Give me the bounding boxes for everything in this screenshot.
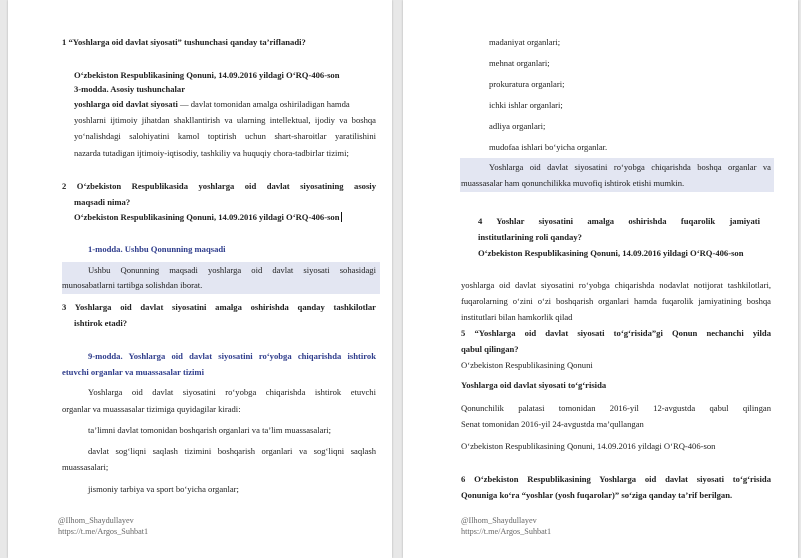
document-page-2 xyxy=(403,0,798,558)
list-item: ichki ishlar organlari; xyxy=(489,100,563,110)
paragraph-line: institutlari bilan hamkorlik qilad xyxy=(461,312,573,322)
list-item: ta’limni davlat tomonidan boshqarish organlari va ta’lim muassasalari; xyxy=(88,425,332,435)
paragraph-line: Ushbu Qonunning maqsadi yoshlarga oid davlat siyosati sohasidagi xyxy=(88,265,376,275)
definition-line: yo‘nalishdagi salohiyatini kamol toptirish uchun shart-sharoitlar yaratilishini xyxy=(74,131,376,141)
paragraph-line: organlar va muassasalar tizimiga quyidagilar kiradi: xyxy=(62,404,241,414)
footer-username: @Ilhom_Shaydullayev xyxy=(58,516,134,525)
question-3-cont: ishtirok etadi? xyxy=(74,318,128,328)
list-item: prokuratura organlari; xyxy=(489,79,565,89)
article-heading: 1-modda. Ushbu Qonunning maqsadi xyxy=(88,244,226,254)
question-5: 5 “Yoshlarga oid davlat siyosati to‘g‘risida”gi Qonun nechanchi yilda xyxy=(461,328,771,338)
law-reference: O‘zbekiston Respublikasining Qonuni xyxy=(461,360,593,370)
list-item-cont: muassasalari; xyxy=(62,462,109,472)
paragraph-line: muassasalar ham qonunchilikka muvofiq ishtirok etishi mumkin. xyxy=(461,178,685,188)
law-reference: O‘zbekiston Respublikasining Qonuni, 14.09.2016 yildagi O‘RQ-406-son xyxy=(74,70,340,80)
paragraph-line: Yoshlarga oid davlat siyosatini ro‘yobga chiqarishda boshqa organlar va xyxy=(489,162,771,172)
list-item: jismoniy tarbiya va sport bo‘yicha organlar; xyxy=(88,484,239,494)
list-item: madaniyat organlari; xyxy=(489,37,561,47)
question-2-cont: maqsadi nima? xyxy=(74,197,131,207)
definition-text: — davlat tomonidan amalga oshiriladigan hamda xyxy=(177,99,350,109)
list-item: mehnat organlari; xyxy=(489,58,550,68)
text-cursor xyxy=(341,212,342,222)
question-3: 3 Yoshlarga oid davlat siyosatini amalga oshirishda qanday tashkilotlar xyxy=(62,302,376,312)
footer-link[interactable]: https://t.me/Argos_Suhbat1 xyxy=(58,527,149,536)
paragraph-line: yoshlarga oid davlat siyosatini ro‘yobga chiqarishda nodavlat notijorat tashkilotlari, xyxy=(461,280,771,290)
document-page-1 xyxy=(8,0,392,558)
definition-line: nazarda tutadigan ijtimoiy-iqtisodiy, tashkiliy va huquqiy chora-tadbirlar tizimi; xyxy=(74,148,349,158)
paragraph-line: fuqarolarning o‘zini o‘zi boshqarish organlari hamda fuqarolik jamiyatining boshqa xyxy=(461,296,771,306)
paragraph-line: Senat tomonidan 2016-yil 24-avgustda ma’qullangan xyxy=(461,419,644,429)
question-5-cont: qabul qilingan? xyxy=(461,344,519,354)
article-heading: 3-modda. Asosiy tushunchalar xyxy=(74,84,186,94)
question-6: 6 O‘zbekiston Respublikasining Yoshlarga oid davlat siyosati to‘g‘risida xyxy=(461,474,771,484)
question-1: 1 “Yoshlarga oid davlat siyosati” tushunchasi qanday ta’riflanadi? xyxy=(62,37,306,47)
question-2: 2 O‘zbekiston Respublikasida yoshlarga oid davlat siyosatining asosiy xyxy=(62,181,376,191)
definition-line: yoshlarni ijtimoiy jihatdan shakllantirish va ularning intellektual, ijodiy va boshqa xyxy=(74,115,376,125)
question-4-cont: institutlarining roli qanday? xyxy=(478,232,582,242)
list-item: adliya organlari; xyxy=(489,121,546,131)
paragraph-line: Yoshlarga oid davlat siyosatini ro‘yobga chiqarishda ishtirok etuvchi xyxy=(88,387,376,397)
paragraph-line: Qonunchilik palatasi tomonidan 2016-yil 12-avgustda qabul qilingan xyxy=(461,403,771,413)
law-title: Yoshlarga oid davlat siyosati to‘g‘risida xyxy=(461,380,607,390)
list-item: davlat sog‘liqni saqlash tizimini boshqarish organlari va sog‘liqni saqlash xyxy=(88,446,376,456)
article-heading-cont: etuvchi organlar va muassasalar tizimi xyxy=(62,367,204,377)
paragraph-line: munosabatlarni tartibga solishdan iborat. xyxy=(62,280,203,290)
definition-term: yoshlarga oid davlat siyosati xyxy=(74,99,178,109)
law-reference: O‘zbekiston Respublikasining Qonuni, 14.09.2016 yildagi O‘RQ-406-son xyxy=(461,441,716,451)
law-reference: O‘zbekiston Respublikasining Qonuni, 14.09.2016 yildagi O‘RQ-406-son xyxy=(74,212,340,222)
list-item: mudofaa ishlari bo‘yicha organlar. xyxy=(489,142,608,152)
article-heading: 9-modda. Yoshlarga oid davlat siyosatini ro‘yobga chiqarishda ishtirok xyxy=(88,351,376,361)
definition-first-line xyxy=(74,99,376,110)
footer-username: @Ilhom_Shaydullayev xyxy=(461,516,537,525)
question-6-cont: Qonuniga ko‘ra “yoshlar (yosh fuqarolar)” so‘ziga qanday ta’rif berilgan. xyxy=(461,490,733,500)
footer-link[interactable]: https://t.me/Argos_Suhbat1 xyxy=(461,527,552,536)
question-4: 4 Yoshlar siyosatini amalga oshirishda fuqarolik jamiyati xyxy=(478,216,760,226)
law-reference: O‘zbekiston Respublikasining Qonuni, 14.09.2016 yildagi O‘RQ-406-son xyxy=(478,248,744,258)
